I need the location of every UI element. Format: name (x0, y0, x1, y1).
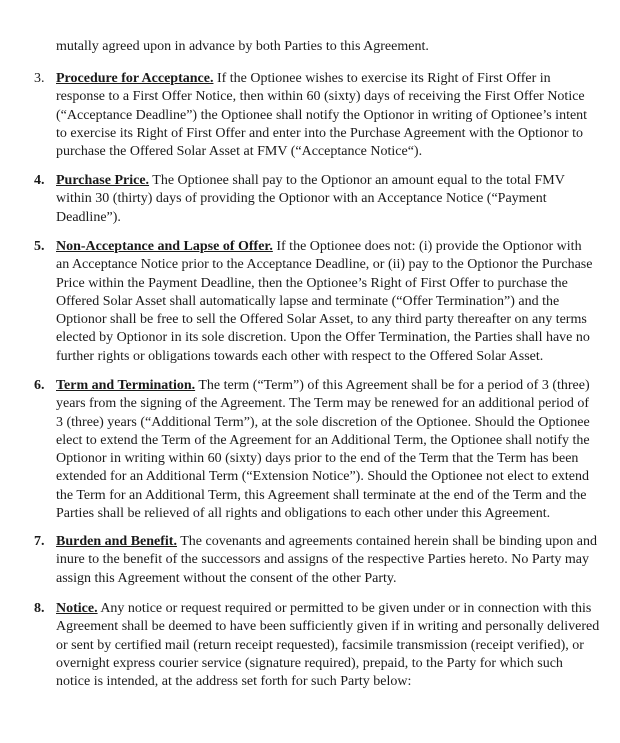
section-text: If the Optionee does not: (i) provide the Optionor with (272, 239, 582, 254)
text-line: Agreement shall be deemed to have been sufficiently given if in writing and personally delivered (56, 619, 600, 635)
text-line: extended for an Additional Term (“Extension Notice”). Should the Optionee not elect to extend (56, 469, 589, 485)
section-term-and-termination (34, 377, 590, 523)
section-first-line (34, 172, 586, 190)
text-line: Offered Solar Asset shall automatically lapse and terminate (“Offer Termination”) and the (56, 293, 560, 309)
text-line: mutally agreed upon in advance by both Parties to this Agreement. (56, 39, 429, 54)
text-line: (“Acceptance Deadline”) the Optionee shall notify the Optionor in writing of Optionee’s intent (56, 107, 588, 123)
text-line: years from the signing of the Agreement. The Term may be renewed for an additional period of (56, 396, 590, 412)
section-number: 4. (34, 173, 45, 188)
section-text: If the Optionee wishes to exercise its Right of First Offer in (213, 71, 551, 86)
text-line: Price within the Payment Deadline, then the Optionee’s Right of First Offer to purchase the (56, 275, 568, 291)
section-heading: Non-Acceptance and Lapse of Offer. (56, 239, 273, 254)
text-line: 3 (three) years (“Additional Term”), at the sole discretion of the Optionee. Should the Optionee (56, 414, 590, 430)
section-non-acceptance (34, 238, 593, 366)
section-text: The covenants and agreements contained herein shall be binding upon and (176, 534, 597, 549)
text-line: overnight express courier service (signature required), prepaid, to the Party for which such (56, 655, 563, 671)
section-text: The term (“Term”) of this Agreement shall be for a period of 3 (three) (195, 378, 590, 393)
section-text: The Optionee shall pay to the Optionor an amount equal to the total FMV (149, 173, 565, 188)
section-burden-and-benefit (34, 533, 597, 588)
section-first-line (34, 533, 597, 551)
text-line: Deadline”). (56, 209, 121, 225)
section-procedure-for-acceptance (34, 70, 586, 161)
section-first-line (34, 238, 586, 256)
section-heading: Procedure for Acceptance. (56, 71, 214, 86)
section-heading: Burden and Benefit. (56, 534, 177, 549)
text-line: further rights or obligations towards each other with respect to the Offered Solar Asset. (56, 348, 544, 364)
text-line: assign this Agreement without the consent of the other Party. (56, 570, 397, 586)
section-heading: Notice. (56, 601, 98, 616)
text-line: within 30 (thirty) days of providing the Optionor with an Acceptance Notice (“Payment (56, 191, 547, 207)
text-line: elected by Optionor in its sole discretion. Upon the Offer Termination, the Parties shall have no (56, 330, 590, 346)
text-line: Parties shall be relieved of all rights and obligations to each other under this Agreement. (56, 506, 551, 522)
text-line: inure to the benefit of the successors and assigns of the respective Parties hereto. No Party may (56, 552, 590, 568)
text-line: Optionor in writing within 60 (sixty) days prior to the end of the Term that the Term has been (56, 451, 579, 467)
text-line: elect to extend the Term of the Agreement for an Additional Term, the Optionee shall notify the (56, 432, 590, 448)
text-line: to exercise its Right of First Offer and enter into the Purchase Agreement with the Optionor to (56, 125, 583, 141)
section-purchase-price (34, 172, 586, 227)
text-line: Optionor shall be free to sell the Offered Solar Asset, to any third party thereafter on any terms (56, 312, 587, 328)
text-line: purchase the Offered Solar Asset at FMV (“Acceptance Notice“). (56, 144, 423, 160)
section-first-line (34, 377, 590, 395)
text-line: the Term for an Additional Term, this Agreement shall terminate at the end of the Term and the (56, 487, 587, 503)
section-number: 3. (34, 71, 45, 86)
section-first-line (34, 70, 586, 88)
section-number: 7. (34, 534, 45, 549)
section-number: 6. (34, 378, 45, 393)
section-number: 5. (34, 239, 45, 254)
section-first-line (34, 600, 592, 618)
text-line: an Acceptance Notice prior to the Acceptance Deadline, or (ii) pay to the Optionor the Purchase (56, 257, 593, 273)
text-line: response to a First Offer Notice, then within 60 (sixty) days of receiving the First Offer Notice (56, 89, 585, 105)
section-notice (34, 600, 600, 691)
continuation-paragraph (56, 38, 586, 56)
section-number: 8. (34, 601, 45, 616)
text-line: notice is intended, at the address set forth for such Party below: (56, 674, 412, 690)
section-heading: Term and Termination. (56, 378, 196, 393)
text-line: or sent by certified mail (return receipt requested), facsimile transmission (receipt verified), or (56, 637, 584, 653)
section-heading: Purchase Price. (56, 173, 150, 188)
section-text: Any notice or request required or permitted to be given under or in connection with this (97, 601, 592, 616)
